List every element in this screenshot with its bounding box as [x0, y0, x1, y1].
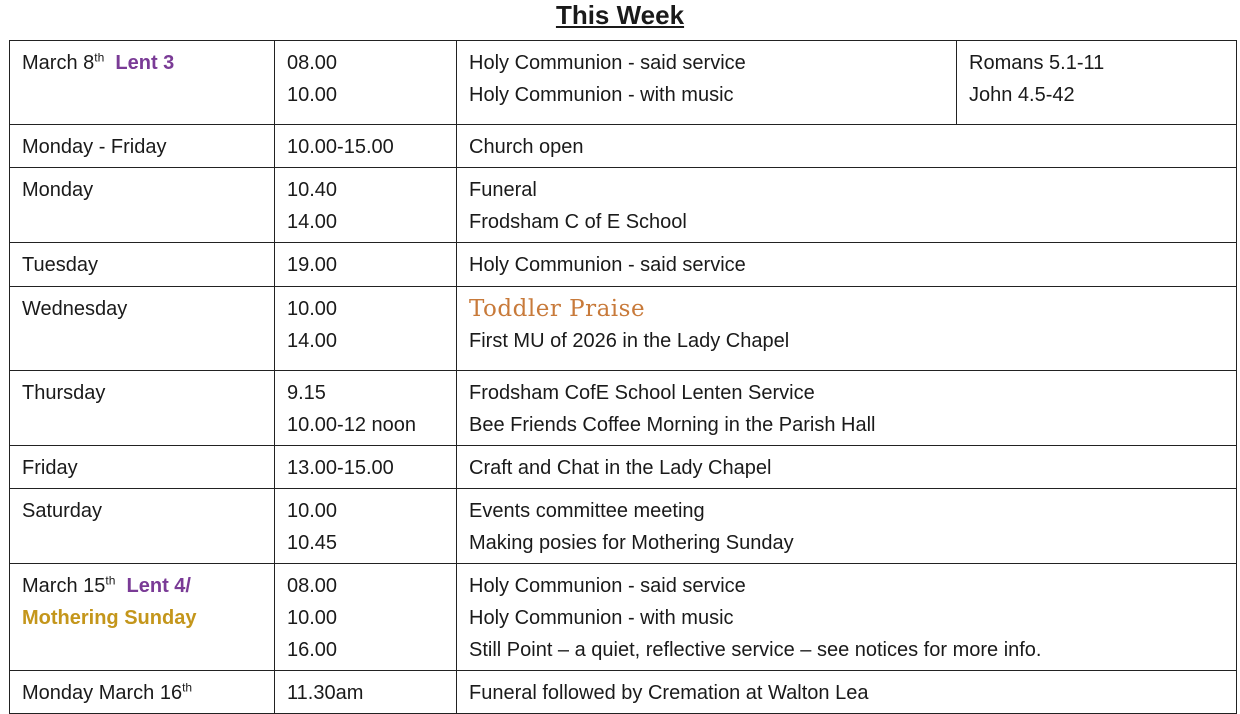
day-cell: March 8th Lent 3	[10, 41, 275, 125]
event-cell: Holy Communion - said service Holy Communion - with music Still Point – a quiet, reflective service – see notices for more info.	[457, 564, 1237, 671]
event-cell: Holy Communion - said service	[457, 243, 1237, 287]
event-cell: Frodsham CofE School Lenten Service Bee Friends Coffee Morning in the Parish Hall	[457, 371, 1237, 446]
time-cell: 19.00	[275, 243, 457, 287]
event-cell: Funeral followed by Cremation at Walton Lea	[457, 671, 1237, 714]
toddler-praise-label: Toddler Praise	[469, 296, 646, 322]
table-row	[10, 41, 1237, 125]
table-row	[10, 446, 1237, 489]
day-cell: Monday	[10, 168, 275, 243]
table-row	[10, 125, 1237, 168]
time-cell: 10.00-15.00	[275, 125, 457, 168]
time-cell: 11.30am	[275, 671, 457, 714]
table-row	[10, 287, 1237, 371]
time-cell: 13.00-15.00	[275, 446, 457, 489]
page-title: This Week	[555, 0, 685, 30]
event-cell: Funeral Frodsham C of E School	[457, 168, 1237, 243]
table-row	[10, 671, 1237, 714]
day-cell: Tuesday	[10, 243, 275, 287]
day-cell: Monday March 16th	[10, 671, 275, 714]
event-cell: Events committee meeting Making posies for Mothering Sunday	[457, 489, 1237, 564]
time-cell: 9.15 10.00-12 noon	[275, 371, 457, 446]
table-row	[10, 489, 1237, 564]
day-cell: Saturday	[10, 489, 275, 564]
lent-label: Lent 3	[115, 52, 175, 74]
mothering-sunday-label: Mothering Sunday	[22, 607, 197, 629]
day-cell: Friday	[10, 446, 275, 489]
day-cell: Wednesday	[10, 287, 275, 371]
lent-label: Lent 4/	[126, 575, 191, 597]
table-row	[10, 168, 1237, 243]
schedule-table	[9, 40, 1237, 714]
day-cell: Thursday	[10, 371, 275, 446]
event-cell: Church open	[457, 125, 1237, 168]
readings-cell: Romans 5.1-11 John 4.5-42	[957, 41, 1237, 125]
time-cell: 08.00 10.00	[275, 41, 457, 125]
table-row	[10, 564, 1237, 671]
event-cell: Toddler Praise First MU of 2026 in the Lady Chapel	[457, 287, 1237, 371]
time-cell: 08.00 10.00 16.00	[275, 564, 457, 671]
table-row	[10, 371, 1237, 446]
event-cell: Holy Communion - said service Holy Communion - with music	[457, 41, 957, 125]
time-cell: 10.00 14.00	[275, 287, 457, 371]
day-cell: March 15th Lent 4/ Mothering Sunday	[10, 564, 275, 671]
time-cell: 10.40 14.00	[275, 168, 457, 243]
day-cell: Monday - Friday	[10, 125, 275, 168]
event-cell: Craft and Chat in the Lady Chapel	[457, 446, 1237, 489]
time-cell: 10.00 10.45	[275, 489, 457, 564]
table-row	[10, 243, 1237, 287]
